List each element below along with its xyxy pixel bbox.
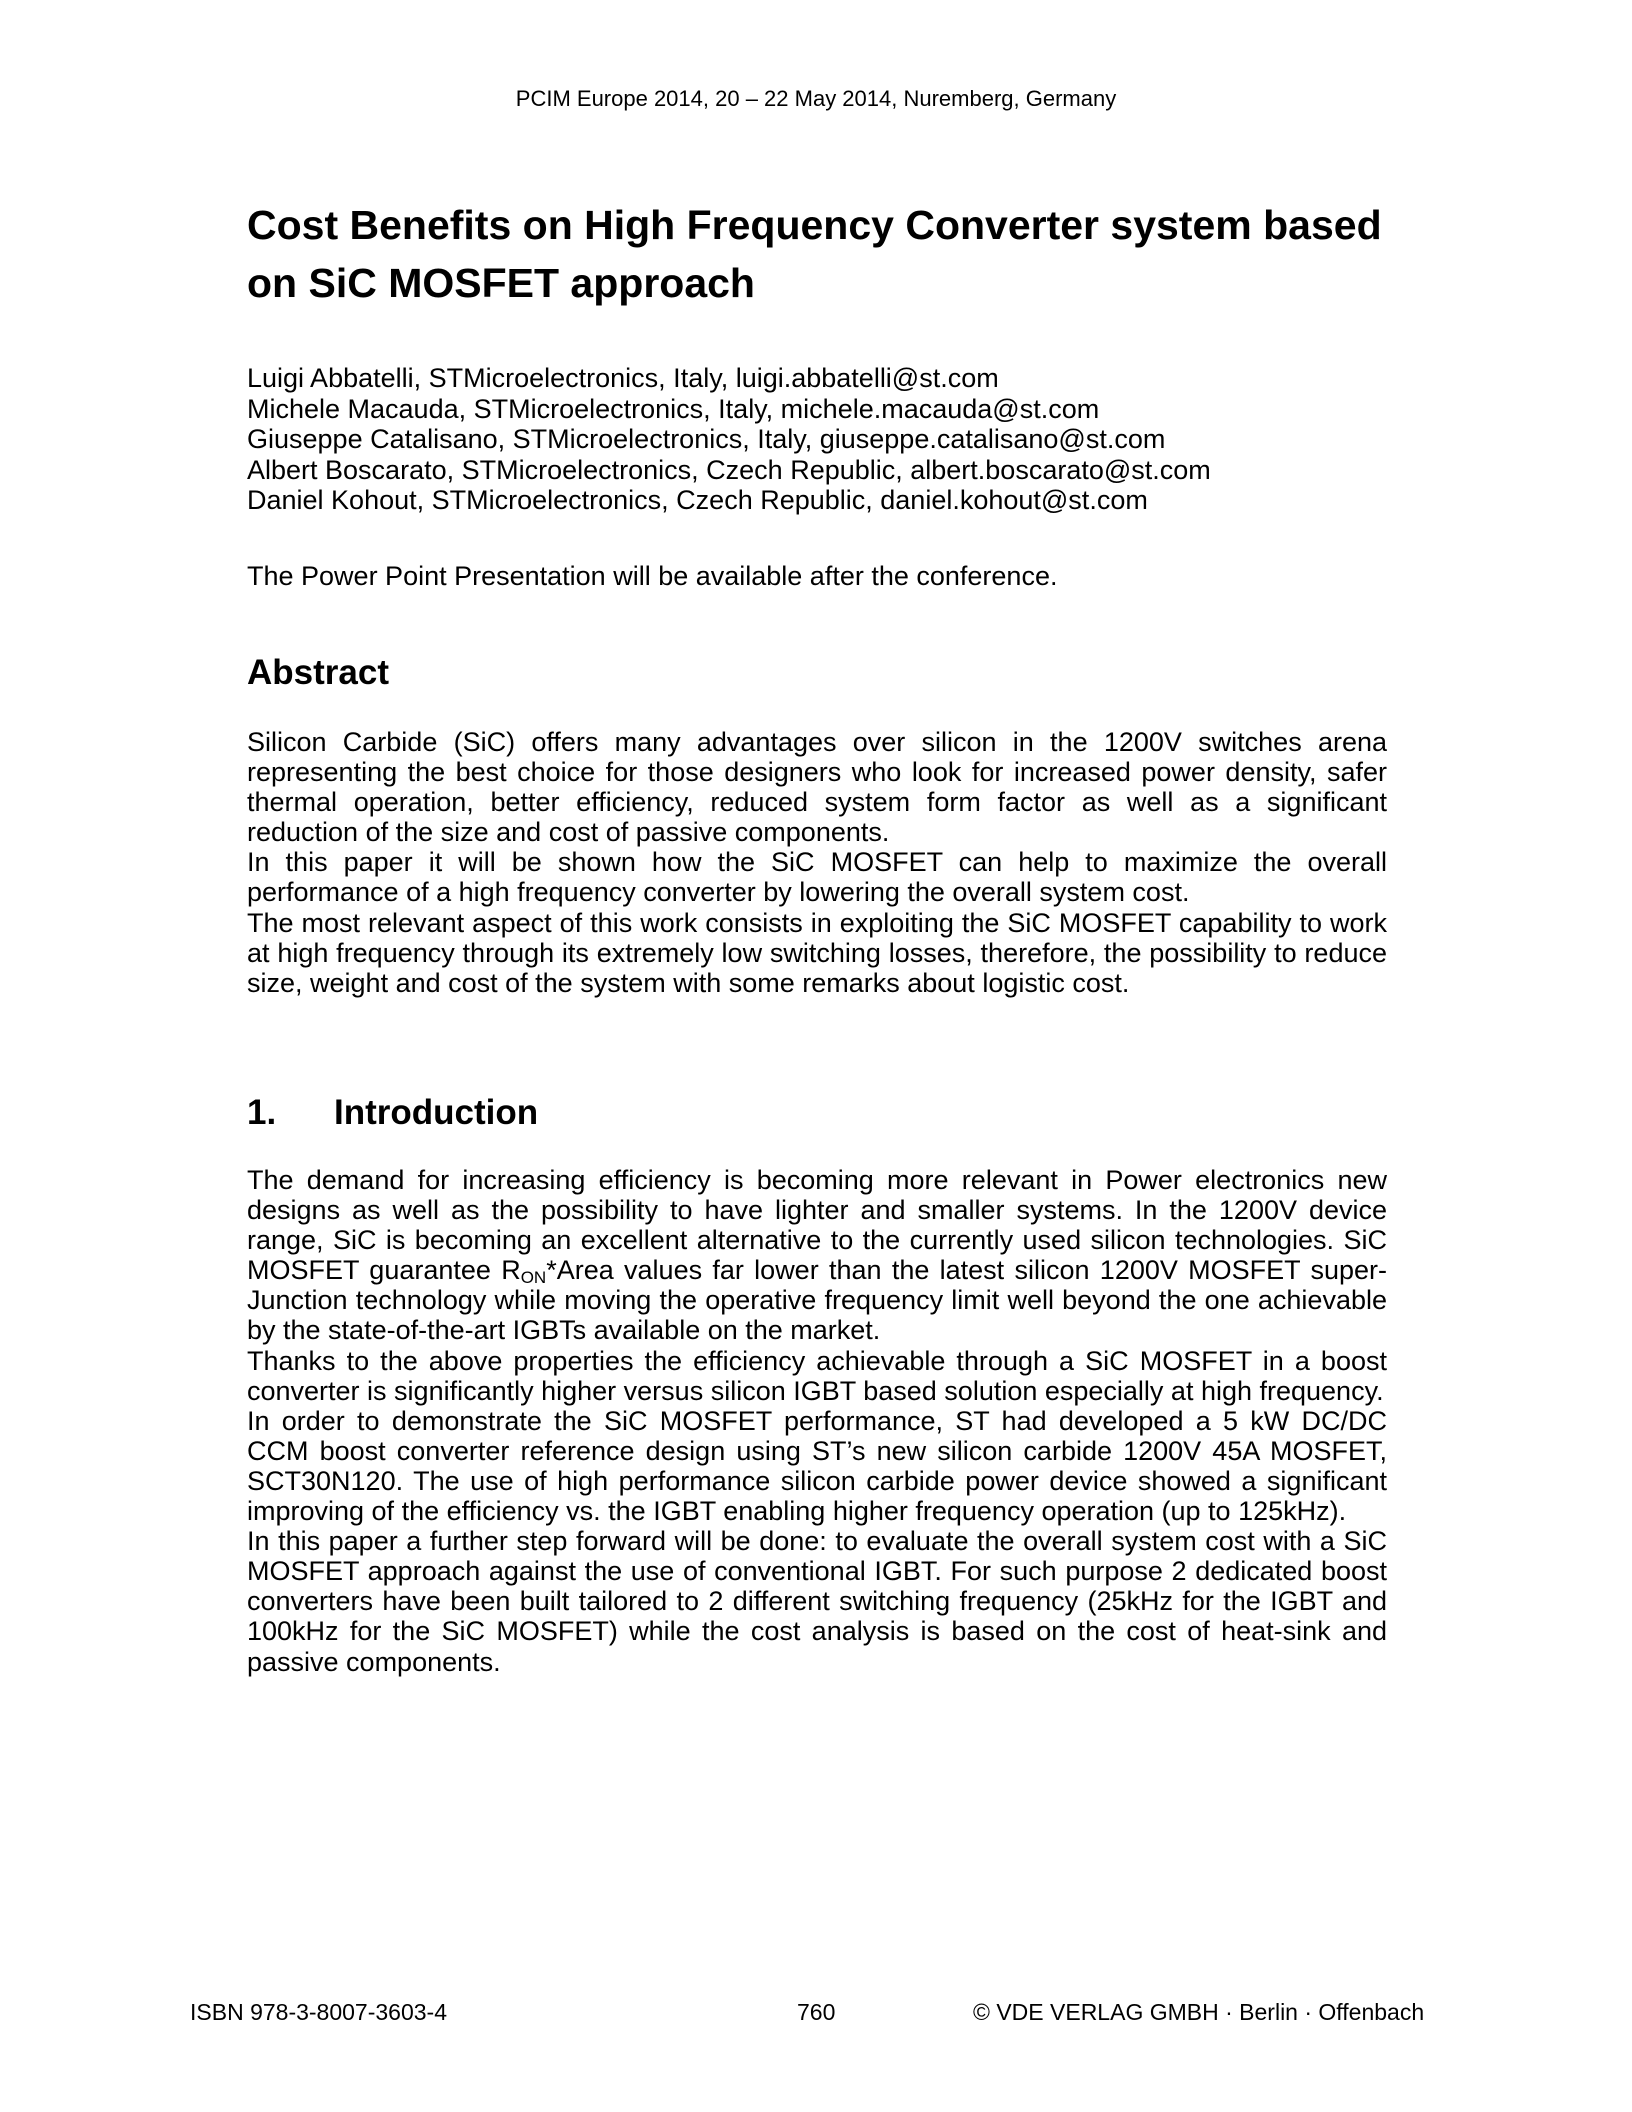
paper-title: Cost Benefits on High Frequency Converter system based on SiC MOSFET approach [247, 202, 1382, 306]
section-number: 1. [247, 1093, 277, 1132]
author-line: Michele Macauda, STMicroelectronics, Italy, michele.macauda@st.com [247, 393, 1100, 424]
subscript-on: ON [520, 1268, 547, 1288]
footer-isbn: ISBN 978-3-8007-3603-4 [190, 1999, 447, 2025]
abstract-paragraph: In this paper it will be shown how the SiC MOSFET can help to maximize the overall performance of a high frequency converter by lowering the overall system cost. [247, 847, 1387, 908]
introduction-paragraph: In order to demonstrate the SiC MOSFET performance, ST had developed a 5 kW DC/DC CCM boost converter reference design using ST’s new silicon carbide 1200V 45A MOSFET, SCT30N120. The use of high performance silicon carbide power device showed a significant improving of the efficiency vs. the IGBT enabling higher frequency operation (up to 125kHz). [247, 1405, 1387, 1527]
introduction-paragraph [247, 1165, 1387, 1346]
section-title: Introduction [334, 1093, 539, 1132]
author-line: Albert Boscarato, STMicroelectronics, Czech Republic, albert.boscarato@st.com [247, 454, 1211, 485]
introduction-heading [247, 1093, 1387, 1133]
introduction-paragraph: In this paper a further step forward will be done: to evaluate the overall system cost with a SiC MOSFET approach against the use of conventional IGBT. For such purpose 2 dedicated boost converters have been built tailored to 2 different switching frequency (25kHz for the IGBT and 100kHz for the SiC MOSFET) while the cost analysis is based on the cost of heat-sink and passive components. [247, 1526, 1387, 1677]
text-run: *Area values far lower than the latest silicon 1200V MOSFET super-Junction technology while moving the operative frequency limit well beyond the one achievable by the state-of-the-art IGBTs available on the market. [247, 1255, 1387, 1346]
presentation-note: The Power Point Presentation will be available after the conference. [247, 561, 1058, 591]
footer-page-number: 760 [797, 1999, 836, 2025]
author-line: Giuseppe Catalisano, STMicroelectronics, Italy, giuseppe.catalisano@st.com [247, 424, 1166, 454]
author-line: Daniel Kohout, STMicroelectronics, Czech Republic, daniel.kohout@st.com [247, 485, 1148, 515]
introduction-body [247, 1165, 1387, 1677]
author-list [247, 363, 1387, 516]
introduction-paragraph: Thanks to the above properties the efficiency achievable through a SiC MOSFET in a boost converter is significantly higher versus silicon IGBT based solution especially at high frequency. [247, 1345, 1387, 1406]
conference-header: PCIM Europe 2014, 20 – 22 May 2014, Nuremberg, Germany [515, 86, 1117, 111]
abstract-paragraph: Silicon Carbide (SiC) offers many advantages over silicon in the 1200V switches arena representing the best choice for those designers who look for increased power density, safer thermal operation, better efficiency, reduced system form factor as well as a significant reduction of the size and cost of passive components. [247, 727, 1387, 848]
footer-publisher: © VDE VERLAG GMBH · Berlin · Offenbach [973, 1999, 1425, 2025]
abstract-heading: Abstract [247, 653, 389, 692]
author-line: Luigi Abbatelli, STMicroelectronics, Italy, luigi.abbatelli@st.com [247, 363, 999, 393]
text-run: The demand for increasing efficiency is becoming more relevant in Power electronics new designs as well as the possibility to have lighter and smaller systems. In the 1200V device range, SiC is becoming an excellent alternative to the currently used silicon technologies. SiC MOSFET guarantee R [247, 1165, 1387, 1286]
abstract-paragraph: The most relevant aspect of this work consists in exploiting the SiC MOSFET capability to work at high frequency through its extremely low switching losses, therefore, the possibility to reduce size, weight and cost of the system with some remarks about logistic cost. [247, 907, 1387, 998]
abstract-body [247, 727, 1387, 998]
